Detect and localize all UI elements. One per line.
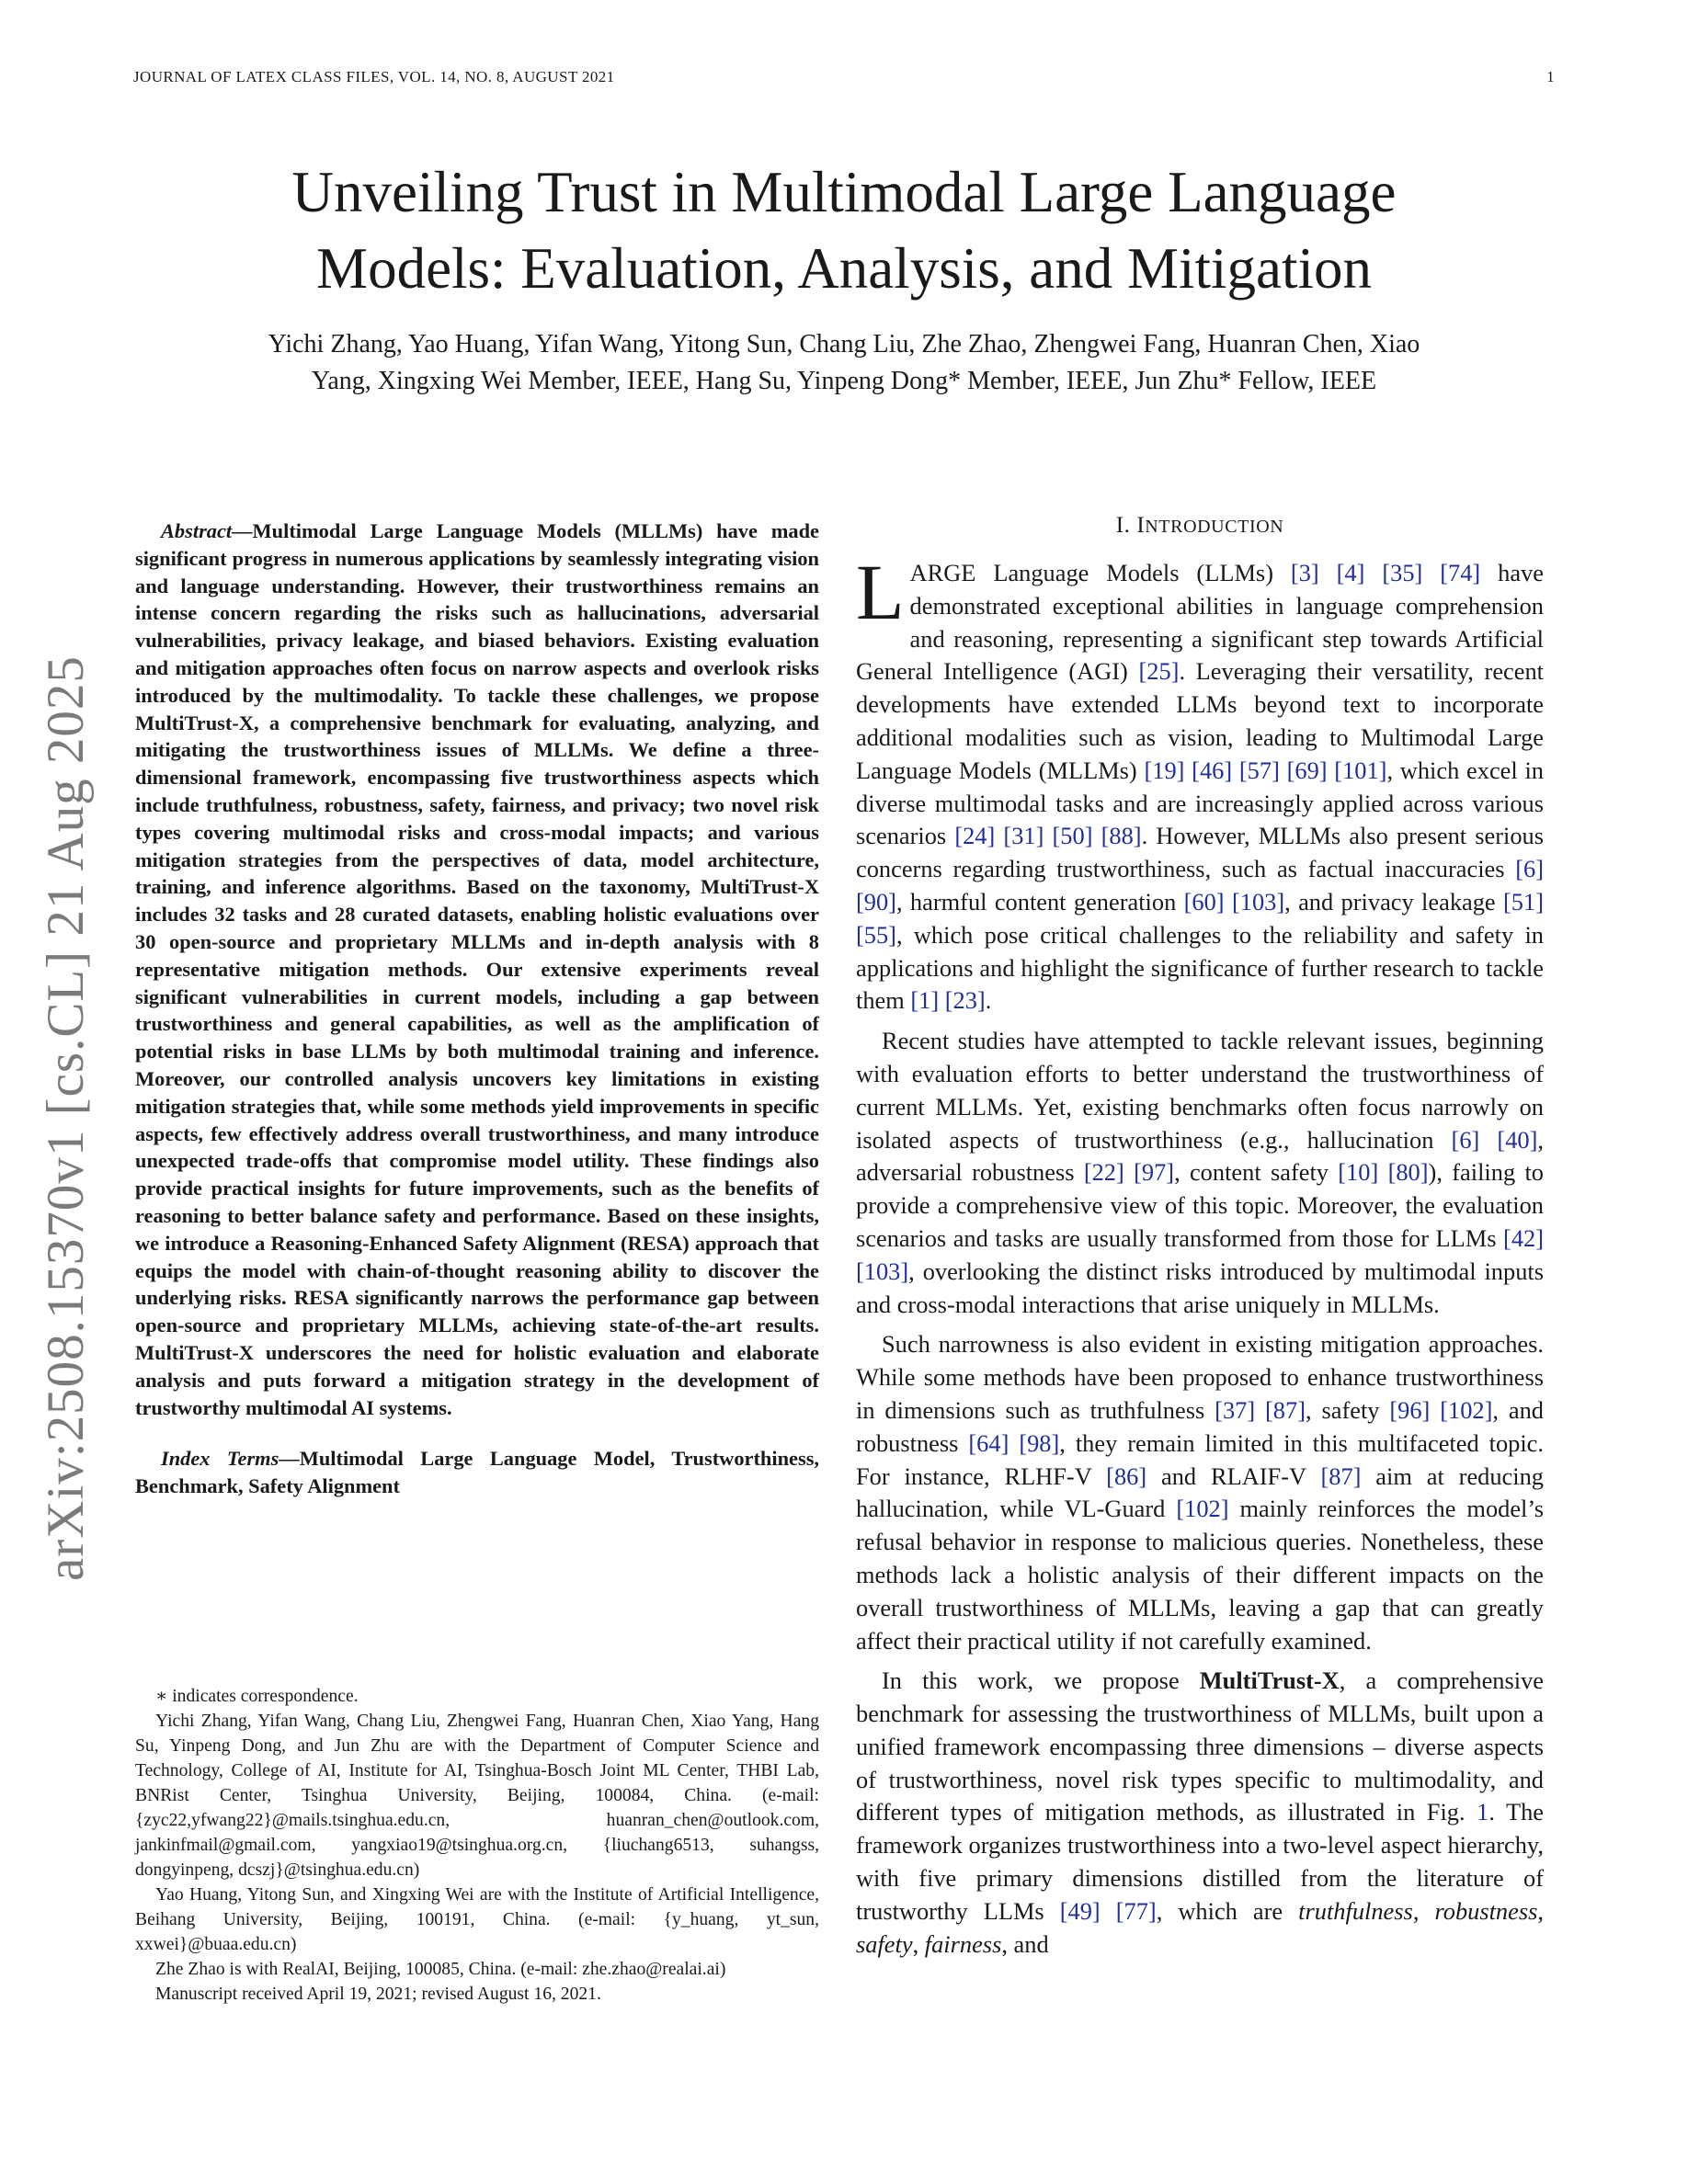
- citation-link[interactable]: [49] [77]: [1059, 1896, 1157, 1925]
- citation-link[interactable]: [3] [4] [35] [74]: [1290, 559, 1481, 586]
- author-list: [129, 326, 1559, 400]
- text-run: have demonstrated exceptional abilities in language comprehension and reasoning, representing a significant step towards Artificial General Intelligence (AGI): [856, 559, 1544, 686]
- citation-link[interactable]: [86]: [1106, 1462, 1147, 1490]
- citation-link[interactable]: [10] [80]: [1338, 1158, 1429, 1187]
- index-terms-text: —Multimodal Large Language Model, Trustworthiness, Benchmark, Safety Alignment: [135, 1447, 820, 1498]
- text-run: , adversarial robustness: [856, 1125, 1544, 1187]
- aspect-term: robustness: [1434, 1896, 1538, 1925]
- paper-title: [133, 154, 1555, 307]
- text-run: Such narrowness is also evident in existing mitigation approaches. While some methods have been proposed to enhance trustworthiness in dimensions such as truthfulness: [856, 1330, 1544, 1424]
- section-title-rest: NTRODUCTION: [1145, 517, 1284, 537]
- text-run: aim at reducing hallucination, while VL-Guard: [856, 1462, 1544, 1523]
- drop-cap: L: [856, 548, 905, 636]
- text-run: .: [985, 986, 992, 1015]
- footnote-affiliation-realai: Zhe Zhao is with RealAI, Beijing, 100085, China. (e-mail: zhe.zhao@realai.ai): [155, 1960, 726, 1979]
- abstract-text: —Multimodal Large Language Models (MLLMs) have made significant progress in numerous applications by seamlessly integrating vision and language understanding. However, their trustworthiness remains an intense concern regarding the risks such as hallucinations, adversarial vulnerabilities, privacy leakage, and biased behaviors. Existing evaluation and mitigation approaches often focus on narrow aspects and overlook risks introduced by the multimodality. To tackle these challenges, we propose MultiTrust-X, a comprehensive benchmark for evaluating, analyzing, and mitigating the trustworthiness issues of MLLMs. We define a three-dimensional framework, encompassing five trustworthiness aspects which include truthfulness, robustness, safety, fairness, and privacy; two novel risk types covering multimodal risks and cross-modal impacts; and various mitigation strategies from the perspectives of data, model architecture, training, and inference algorithms. Based on the taxonomy, MultiTrust-X includes 32 tasks and 28 curated datasets, enabling holistic evaluations over 30 open-source and proprietary MLLMs and in-depth analysis with 8 representative mitigation methods. Our extensive experiments reveal significant vulnerabilities in current models, including a gap between trustworthiness and general capabilities, as well as the amplification of potential risks in base LLMs by both multimodal training and inference. Moreover, our controlled analysis uncovers key limitations in existing mitigation strategies that, while some methods yield improvements in specific aspects, few effectively address overall trustworthiness, and many introduce unexpected trade-offs that compromise model utility. These findings also provide practical insights for future improvements, such as the benefits of reasoning to better balance safety and performance. Based on these insights, we introduce a Reasoning-Enhanced Safety Alignment (RESA) approach that equips the model with chain-of-thought reasoning ability to discover the underlying risks. RESA significantly narrows the performance gap between open-source and proprietary MLLMs, achieving state-of-the-art results. MultiTrust-X underscores the need for holistic evaluation and elaborate analysis and puts forward a mitigation strategy in the development of trustworthy multimodal AI systems.: [135, 519, 819, 1419]
- right-column: [856, 513, 1544, 1968]
- footnote-affiliation-beihang: Yao Huang, Yitong Sun, and Xingxing Wei are with the Institute of Artificial Intelligence, Beihang University, Beijing, 100191, China. (e-mail: {y_huang, yt_sun, xxwei}@buaa.edu.cn): [135, 1885, 819, 1954]
- intro-paragraph-1: [856, 548, 1544, 1018]
- text-run: . However, MLLMs also present serious concerns regarding trustworthiness, such as factual inaccuracies: [856, 822, 1544, 883]
- citation-link[interactable]: [96] [102]: [1389, 1395, 1493, 1424]
- aspect-term: truthfulness: [1298, 1896, 1413, 1925]
- abstract-label: Abstract: [161, 519, 233, 542]
- text-run: ARGE Language Models (LLMs): [909, 559, 1291, 586]
- text-run: . The framework organizes trustworthiness into a two-level aspect hierarchy, with five primary dimensions distilled from the literature of trustworthy LLMs: [856, 1798, 1544, 1925]
- journal-header: JOURNAL OF LATEX CLASS FILES, VOL. 14, NO. 8, AUGUST 2021: [133, 68, 615, 85]
- text-run: , safety: [1305, 1395, 1390, 1424]
- citation-link[interactable]: [37] [87]: [1215, 1395, 1306, 1424]
- footnote-manuscript: Manuscript received April 19, 2021; revised August 16, 2021.: [155, 1985, 601, 2004]
- text-run: , and: [1001, 1929, 1049, 1958]
- text-run: ), failing to provide a comprehensive view of this topic. Moreover, the evaluation scenarios and tasks are usually transformed from those for LLMs: [856, 1158, 1544, 1252]
- arxiv-stamp: arXiv:2508.15370v1 [cs.CL] 21 Aug 2025: [37, 655, 95, 1581]
- intro-paragraph-2: [856, 1025, 1544, 1321]
- index-terms-label: Index Terms: [161, 1447, 279, 1471]
- text-run: and RLAIF-V: [1146, 1462, 1321, 1490]
- authors-line-1: Yichi Zhang, Yao Huang, Yifan Wang, Yitong Sun, Chang Liu, Zhe Zhao, Zhengwei Fang, Huanran Chen, Xiao: [268, 330, 1420, 358]
- citation-link[interactable]: [102]: [1176, 1495, 1229, 1523]
- abstract: [135, 518, 819, 1421]
- text-run: , which excel in diverse multimodal tasks and are increasingly applied across various scenarios: [856, 756, 1544, 850]
- figure-link[interactable]: 1: [1477, 1798, 1489, 1826]
- section-heading: [856, 513, 1544, 539]
- footnote-correspondence: ∗ indicates correspondence.: [155, 1687, 359, 1706]
- running-head: [133, 68, 1555, 86]
- citation-link[interactable]: [87]: [1320, 1462, 1362, 1490]
- text-run: , and privacy leakage: [1284, 887, 1504, 916]
- page-number: 1: [1546, 68, 1555, 85]
- text-run: Recent studies have attempted to tackle relevant issues, beginning with evaluation efforts to better understand the trustworthiness of current MLLMs. Yet, existing benchmarks often focus narrowly on isolated aspects of trustworthiness (e.g., hallucination: [856, 1027, 1544, 1154]
- citation-link[interactable]: [22] [97]: [1083, 1158, 1175, 1187]
- citation-link[interactable]: [60] [103]: [1183, 887, 1285, 916]
- citation-link[interactable]: [24] [31] [50] [88]: [954, 822, 1142, 850]
- text-run: , harmful content generation: [895, 887, 1184, 916]
- section-numeral: I.: [1115, 513, 1131, 538]
- left-column: [135, 518, 819, 1500]
- text-run: , which pose critical challenges to the reliability and safety in applications and highlight the significance of further research to tackle them: [856, 920, 1544, 1015]
- aspect-term: fairness: [924, 1929, 1002, 1958]
- footnotes: [135, 1684, 819, 2007]
- text-run: ,: [912, 1929, 925, 1958]
- text-run: mainly reinforces the model’s refusal behavior in response to malicious queries. Nonetheless, these methods lack a holistic analysis of their different impacts on the overall trustworthiness of MLLMs, leaving a gap that can greatly affect their practical utility if not carefully examined.: [856, 1495, 1544, 1655]
- text-run: In this work, we propose: [882, 1666, 1200, 1695]
- intro-paragraph-3: [856, 1328, 1544, 1657]
- benchmark-name: MultiTrust-X: [1199, 1666, 1340, 1695]
- citation-link[interactable]: [6] [90]: [856, 855, 1544, 916]
- citation-link[interactable]: [1] [23]: [910, 986, 986, 1015]
- title-line-2: Models: Evaluation, Analysis, and Mitigation: [316, 236, 1372, 301]
- citation-link[interactable]: [19] [46] [57] [69] [101]: [1144, 756, 1387, 784]
- citation-link[interactable]: [25]: [1138, 657, 1180, 686]
- text-run: , and robustness: [856, 1395, 1544, 1457]
- title-line-1: Unveiling Trust in Multimodal Large Language: [291, 160, 1397, 224]
- text-run: ,: [1537, 1896, 1544, 1925]
- citation-link[interactable]: [64] [98]: [968, 1428, 1060, 1457]
- authors-line-2: Yang, Xingxing Wei Member, IEEE, Hang Su, Yinpeng Dong* Member, IEEE, Jun Zhu* Fellow, IEEE: [311, 367, 1377, 395]
- citation-link[interactable]: [42] [103]: [856, 1223, 1544, 1285]
- text-run: , content safety: [1174, 1158, 1339, 1187]
- section-title-initial: I: [1136, 513, 1146, 538]
- citation-link[interactable]: [6] [40]: [1451, 1125, 1538, 1154]
- text-run: , a comprehensive benchmark for assessing the trustworthiness of MLLMs, built upon a unified framework encompassing three dimensions – diverse aspects of trustworthiness, novel risk types specific to multimodality, and different types of mitigation methods, as illustrated in Fig.: [856, 1666, 1545, 1826]
- text-run: , overlooking the distinct risks introduced by multimodal inputs and cross-modal interactions that arise uniquely in MLLMs.: [856, 1257, 1544, 1318]
- citation-link[interactable]: [51] [55]: [856, 887, 1544, 949]
- text-run: , they remain limited in this multifaceted topic. For instance, RLHF-V: [856, 1428, 1544, 1490]
- text-run: , which are: [1156, 1896, 1299, 1925]
- text-run: ,: [1412, 1896, 1435, 1925]
- footnote-affiliation-tsinghua: Yichi Zhang, Yifan Wang, Chang Liu, Zhengwei Fang, Huanran Chen, Xiao Yang, Hang Su, Yinpeng Dong, and Jun Zhu are with the Department of Computer Science and Technology, College of AI, Institute for AI, Tsinghua-Bosch Joint ML Center, THBI Lab, BNRist Center, Tsinghua University, Beijing, 100084, China. (e-mail: {zyc22,yfwang22}@mails.tsinghua.edu.cn, huanran_chen@outlook.com, jankinfmail@gmail.com, yangxiao19@tsinghua.org.cn, {liuchang6513, suhangss, dongyinpeng, dcszj}@tsinghua.edu.cn): [135, 1712, 819, 1880]
- index-terms: [135, 1445, 819, 1500]
- aspect-term: safety: [856, 1929, 913, 1958]
- text-run: . Leveraging their versatility, recent developments have extended LLMs beyond text to incorporate additional modalities such as vision, leading to Multimodal Large Language Models (MLLMs): [856, 657, 1544, 784]
- intro-paragraph-4: [856, 1665, 1544, 1961]
